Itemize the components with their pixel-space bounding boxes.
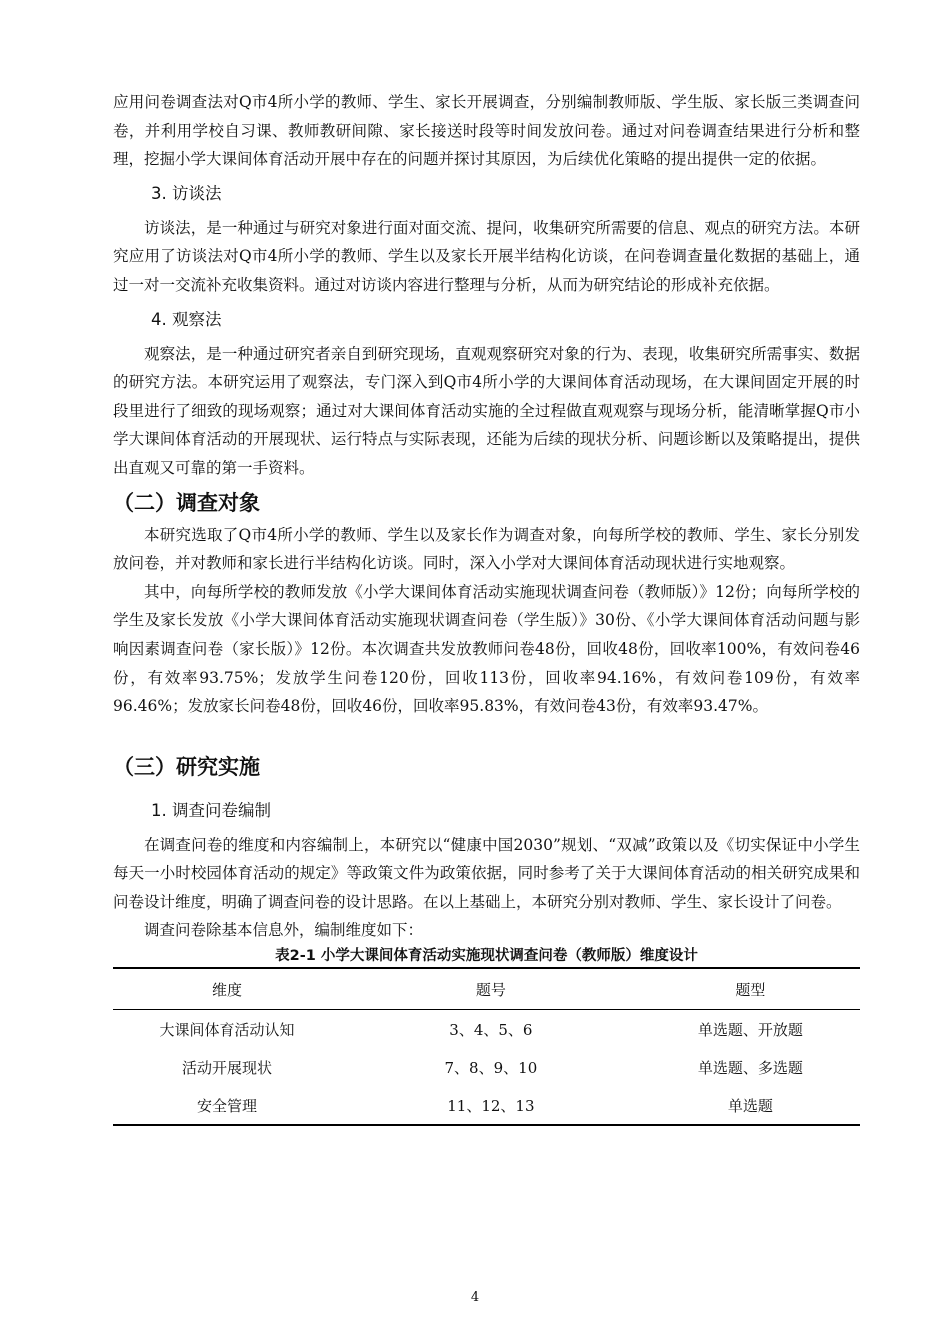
table-row <box>113 1086 860 1125</box>
table-cell-question-type: 单选题、开放题 <box>697 1020 803 1039</box>
table-cell-question-type: 单选题 <box>727 1096 773 1115</box>
survey-subjects-paragraph-2: 其中，向每所学校的教师发放《小学大课间体育活动实施现状调查问卷（教师版）》12份；向每所学校的学生及家长发放《小学大课间体育活动实施现状调查问卷（学生版）》30份、《小学大课间体育活动问题与影响因素调查问卷（家长版）》12份。本次调查共发放教师问卷48份，回收48份，回收率100%，有效问卷46份，有效率93.75%；发放学生问卷120份，回收113份，回收率94.16%，有效问卷109份，有效率96.46%；发放家长问卷48份，回收46份，回收率95.83%，有效问卷43份，有效率93.47%。 <box>113 582 860 716</box>
column-header-dimension: 维度 <box>212 980 243 999</box>
table-row <box>113 1010 860 1049</box>
questionnaire-design-heading: 1. 调查问卷编制 <box>151 800 271 820</box>
table-row <box>113 1048 860 1086</box>
interview-method-paragraph: 访谈法，是一种通过与研究对象进行面对面交流、提问，收集研究所需要的信息、观点的研究方法。本研究应用了访谈法对Q市4所小学的教师、学生以及家长开展半结构化访谈，在问卷调查量化数据的基础上，通过一对一交流补充收集资料。通过对访谈内容进行整理与分析，从而为研究结论的形成补充依据。 <box>113 218 860 294</box>
dimension-design-table <box>113 967 860 1126</box>
questionnaire-design-paragraph: 在调查问卷的维度和内容编制上，本研究以“健康中国2030”规划、“双减”政策以及《切实保证中小学生每天一小时校园体育活动的规定》等政策文件为政策依据，同时参考了关于大课间体育活动的相关研究成果和问卷设计维度，明确了调查问卷的设计思路。在以上基础上，本研究分别对教师、学生、家长设计了问卷。 <box>113 835 860 911</box>
observation-method-heading: 4. 观察法 <box>151 309 222 329</box>
column-header-question-number: 题号 <box>475 980 506 999</box>
table-cell-dimension: 活动开展现状 <box>182 1058 273 1077</box>
table-cell-dimension: 大课间体育活动认知 <box>159 1020 295 1039</box>
table-cell-question-number: 3、4、5、6 <box>449 1020 533 1039</box>
table-cell-question-number: 11、12、13 <box>447 1096 535 1115</box>
table-header-row <box>113 968 860 1010</box>
survey-subjects-heading: （二）调查对象 <box>113 490 260 515</box>
table-cell-question-type: 单选题、多选题 <box>697 1058 803 1077</box>
column-header-question-type: 题型 <box>735 980 766 999</box>
questionnaire-method-paragraph: 应用问卷调查法对Q市4所小学的教师、学生、家长开展调查，分别编制教师版、学生版、家长版三类调查问卷，并利用学校自习课、教师教研间隙、家长接送时段等时间发放问卷。通过对问卷调查结果进行分析和整理，挖掘小学大课间体育活动开展中存在的问题并探讨其原因，为后续优化策略的提出提供一定的依据。 <box>113 93 860 169</box>
table-cell-question-number: 7、8、9、10 <box>444 1058 538 1077</box>
interview-method-heading: 3. 访谈法 <box>151 183 222 203</box>
document-page <box>113 88 860 1126</box>
table-caption: 表2-1 小学大课间体育活动实施现状调查问卷（教师版）维度设计 <box>275 948 698 965</box>
table-cell-dimension: 安全管理 <box>197 1096 258 1115</box>
observation-method-paragraph: 观察法，是一种通过研究者亲自到研究现场，直观观察研究对象的行为、表现，收集研究所需事实、数据的研究方法。本研究运用了观察法，专门深入到Q市4所小学的大课间体育活动现场，在大课间固定开展的时段里进行了细致的现场观察；通过对大课间体育活动实施的全过程做直观观察与现场分析，能清晰掌握Q市小学大课间体育活动的开展现状、运行特点与实际表现，还能为后续的现状分析、问题诊断以及策略提出，提供出直观又可靠的第一手资料。 <box>113 344 860 477</box>
page-number: 4 <box>470 1290 480 1305</box>
survey-subjects-paragraph-1: 本研究选取了Q市4所小学的教师、学生以及家长作为调查对象，向每所学校的教师、学生、家长分别发放问卷，并对教师和家长进行半结构化访谈。同时，深入小学对大课间体育活动现状进行实地观察。 <box>113 525 860 573</box>
dimensions-intro-paragraph: 调查问卷除基本信息外，编制维度如下： <box>144 921 424 940</box>
research-implementation-heading: （三）研究实施 <box>113 754 260 779</box>
